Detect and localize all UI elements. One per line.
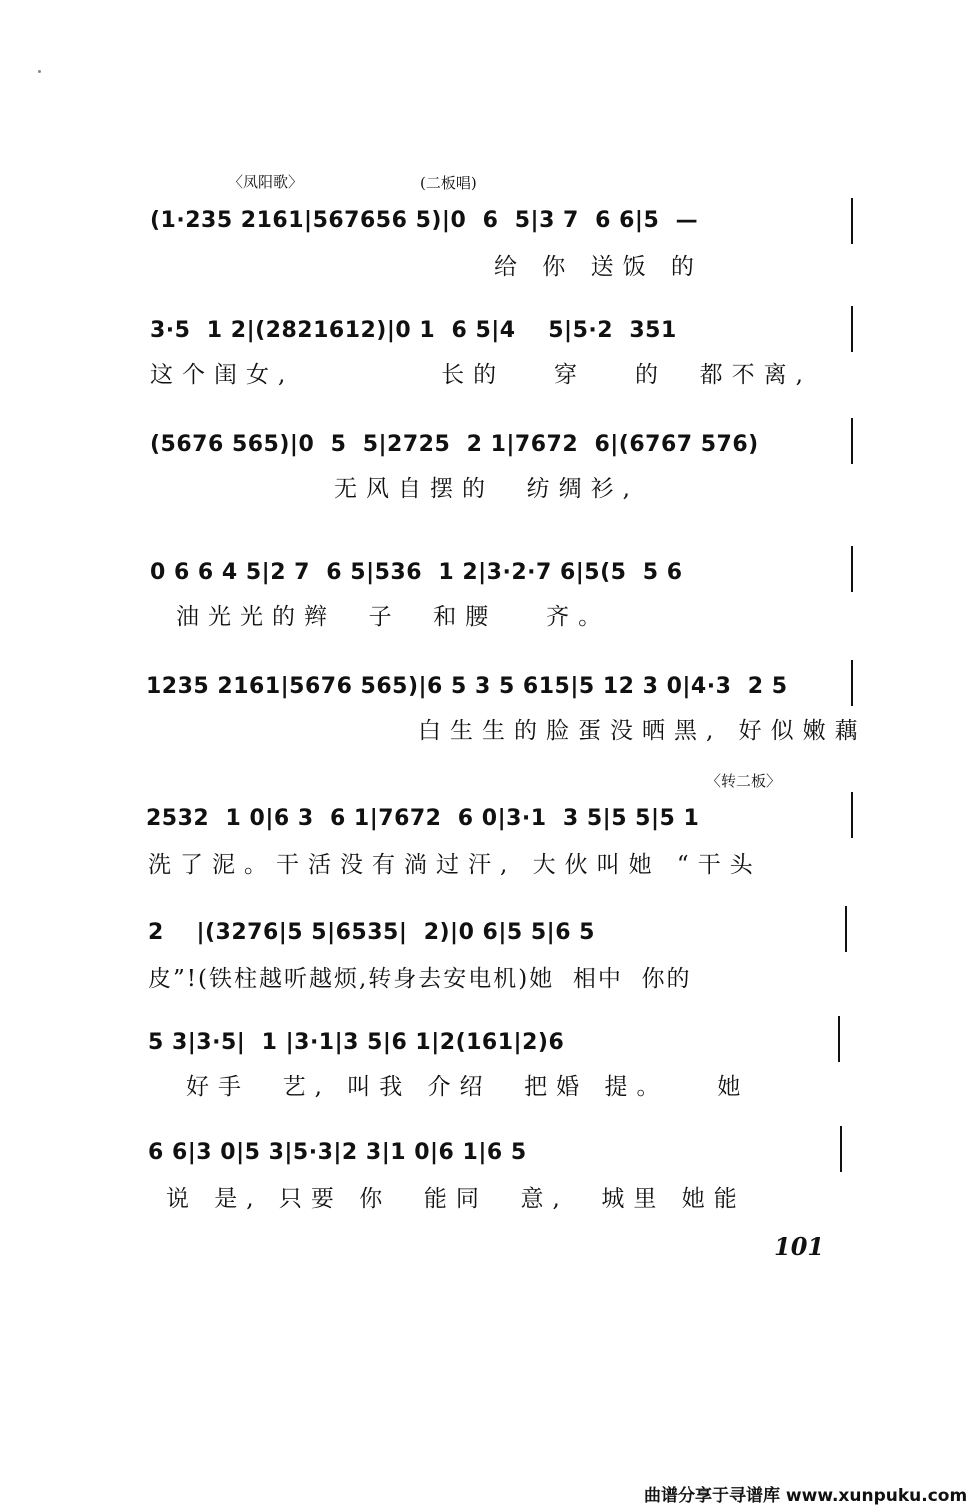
lyric-line-4: 油光光的辫 子 和腰 齐。 xyxy=(176,604,611,630)
page-number: 101 xyxy=(774,1232,825,1261)
notation-line-8: 5 3|3·5| 1 |3·1|3 5|6 1|2(161|2)6 xyxy=(148,1030,565,1055)
lyric-line-2: 这个闺女, 长的 穿 的 都不离, xyxy=(150,362,812,388)
lyric-line-8: 好手 艺, 叫我 介绍 把婚 提。 她 xyxy=(186,1074,750,1100)
notation-line-9: 6 6|3 0|5 3|5·3|2 3|1 0|6 1|6 5 xyxy=(148,1140,527,1165)
section-label-fengyang: 〈凤阳歌〉 xyxy=(228,173,304,191)
notation-line-2: 3·5 1 2|(2821612)|0 1 6 5|4 5|5·2 351 xyxy=(150,318,677,343)
lyric-line-7: 皮”!(铁柱越听越烦,转身去安电机)她 相中 你的 xyxy=(148,966,692,992)
barline xyxy=(851,418,853,464)
notation-line-7: 2 |(3276|5 5|6535| 2)|0 6|5 5|6 5 xyxy=(148,920,595,945)
lyric-line-9: 说 是, 只要 你 能同 意, 城里 她能 xyxy=(166,1186,746,1212)
section-label-erban: (二板唱) xyxy=(420,174,477,192)
notation-line-4: 0 6 6 4 5|2 7 6 5|536 1 2|3·2·7 6|5(5 5 6 xyxy=(150,560,683,585)
barline xyxy=(851,306,853,352)
notation-line-5: 1235 2161|5676 565)|6 5 3 5 615|5 12 3 0|4·3 2 5 xyxy=(146,674,788,699)
barline xyxy=(851,660,853,706)
lyric-line-1: 给 你 送饭 的 xyxy=(494,254,703,280)
barline xyxy=(851,198,853,244)
lyric-line-6: 洗了泥。干活没有淌过汗, 大伙叫她 “干头 xyxy=(148,852,762,878)
section-label-zhuanerban: 〈转二板〉 xyxy=(706,772,782,790)
barline xyxy=(851,546,853,592)
notation-line-6: 2532 1 0|6 3 6 1|7672 6 0|3·1 3 5|5 5|5 1 xyxy=(146,806,700,831)
lyric-line-5: 白生生的脸蛋没晒黑, 好似嫩藕 xyxy=(418,718,867,744)
scan-speck xyxy=(38,70,41,73)
footer-watermark: 曲谱分享于寻谱库 www.xunpuku.com xyxy=(644,1486,968,1506)
barline xyxy=(851,792,853,838)
barline xyxy=(845,906,847,952)
barline xyxy=(840,1126,842,1172)
lyric-line-3: 无风自摆的 纺绸衫, xyxy=(334,476,639,502)
notation-line-3: (5676 565)|0 5 5|2725 2 1|7672 6|(6767 576) xyxy=(150,432,759,457)
barline xyxy=(838,1016,840,1062)
notation-line-1: (1·235 2161|567656 5)|0 6 5|3 7 6 6|5 — xyxy=(150,208,699,233)
